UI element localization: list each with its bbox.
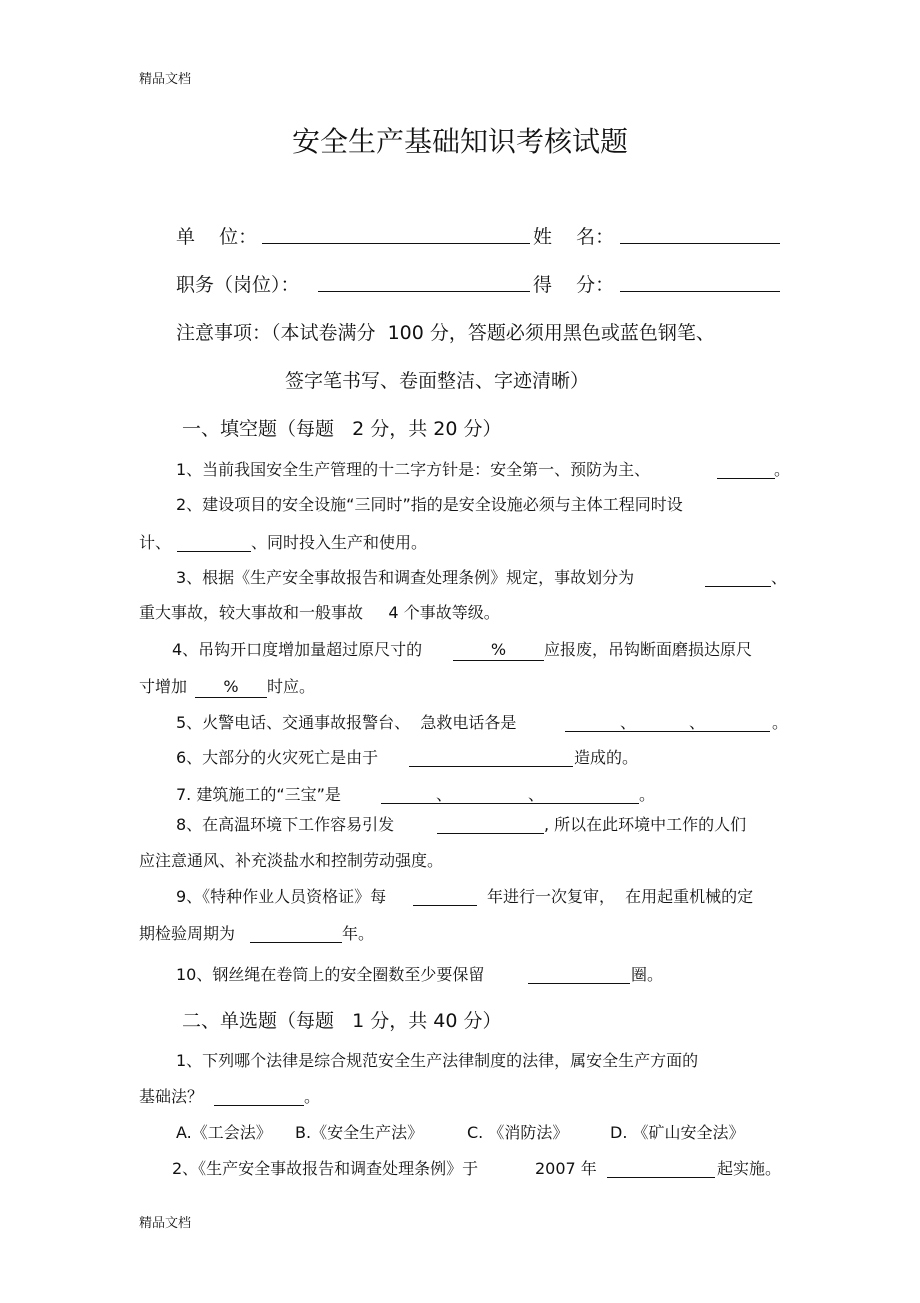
s1-q4-blank-1[interactable]: % xyxy=(453,640,544,661)
notice-line-2: 签字笔书写、卷面整洁、字迹清晰） xyxy=(285,370,590,392)
s1-q10-pre: 10、钢丝绳在卷筒上的安全圈数至少要保留 xyxy=(176,965,485,984)
s1-q8-post: , 所以在此环境中工作的人们 xyxy=(544,815,747,834)
s1-q2-line1: 2、建设项目的安全设施“三同时”指的是安全设施必须与主体工程同时设 xyxy=(176,495,683,514)
page-header-label: 精品文档 xyxy=(139,72,192,87)
s2-q2-post: 起实施。 xyxy=(717,1159,782,1178)
s1-q5-end: 。 xyxy=(772,713,789,732)
score-field[interactable] xyxy=(620,291,780,292)
s1-q8-blank[interactable] xyxy=(437,833,544,834)
unit-label: 单 位： xyxy=(176,226,258,248)
s1-q3-blank[interactable] xyxy=(705,586,771,587)
s1-q4-blank-2[interactable]: % xyxy=(195,677,267,698)
s1-q4-line1-pre: 4、吊钩开口度增加量超过原尺寸的 xyxy=(172,640,423,659)
s1-q9-mid: 年进行一次复审， 在用起重机械的定 xyxy=(487,887,754,906)
s1-q7-sep-2: 、 xyxy=(528,785,545,804)
s1-q7-pre: 7. 建筑施工的“三宝”是 xyxy=(176,785,341,804)
s1-q5-sep-1: 、 xyxy=(620,713,637,732)
s1-q5-sep-2: 、 xyxy=(689,713,706,732)
s1-q1-end: 。 xyxy=(774,460,791,479)
s1-q3-line1: 3、根据《生产安全事故报告和调查处理条例》规定，事故划分为 xyxy=(176,568,635,587)
s2-q1-line2-pre: 基础法？ xyxy=(139,1087,204,1106)
s2-q1-blank[interactable] xyxy=(214,1105,304,1106)
s1-q9-blank-2[interactable] xyxy=(250,942,342,943)
s1-q9-line2-post: 年。 xyxy=(342,924,375,943)
s1-q7-end: 。 xyxy=(639,785,656,804)
s1-q9-line2-pre: 期检验周期为 xyxy=(139,924,236,943)
s2-q1-option-c[interactable]: C. 《消防法》 xyxy=(467,1123,569,1142)
s1-q10-blank[interactable] xyxy=(528,983,630,984)
s1-q4-line2-pre: 寸增加 xyxy=(139,677,188,696)
s1-q6-blank[interactable] xyxy=(409,766,573,767)
unit-field[interactable] xyxy=(262,243,530,244)
name-label: 姓 名： xyxy=(533,226,615,248)
s2-q2-year: 2007 年 xyxy=(535,1159,597,1178)
s1-q2-line2-pre: 计、 xyxy=(139,533,172,552)
s1-q2-line2-post: 、同时投入生产和使用。 xyxy=(251,533,428,552)
s1-q7-blanks[interactable] xyxy=(381,803,639,804)
notice-line-1: 注意事项：（本试卷满分 100 分，答题必须用黑色或蓝色钢笔、 xyxy=(176,322,715,344)
section-2-heading: 二、单选题（每题 1 分，共 40 分） xyxy=(182,1010,502,1032)
post-field[interactable] xyxy=(318,291,530,292)
s1-q5-blanks[interactable] xyxy=(565,731,770,732)
s1-q3-line2: 重大事故，较大事故和一般事故 4 个事故等级。 xyxy=(139,603,500,622)
s2-q1-option-d[interactable]: D. 《矿山安全法》 xyxy=(610,1123,745,1142)
s1-q1-text: 1、当前我国安全生产管理的十二字方针是：安全第一、预防为主、 xyxy=(176,460,651,479)
name-field[interactable] xyxy=(620,243,780,244)
score-label: 得 分： xyxy=(533,274,615,296)
s2-q2-pre: 2、《生产安全事故报告和调查处理条例》于 xyxy=(172,1159,479,1178)
page-footer-label: 精品文档 xyxy=(139,1216,192,1231)
s1-q1-blank[interactable] xyxy=(717,478,775,479)
s1-q10-post: 圈。 xyxy=(631,965,664,984)
post-label: 职务（岗位）： xyxy=(176,274,300,296)
s1-q6-pre: 6、大部分的火灾死亡是由于 xyxy=(176,748,379,767)
section-1-heading: 一、填空题（每题 2 分，共 20 分） xyxy=(182,418,502,440)
s1-q7-sep-1: 、 xyxy=(436,785,453,804)
s2-q1-line2-post: 。 xyxy=(304,1087,321,1106)
s1-q8-pre: 8、在高温环境下工作容易引发 xyxy=(176,815,395,834)
s1-q8-line2: 应注意通风、补充淡盐水和控制劳动强度。 xyxy=(139,851,444,870)
s1-q5-text: 5、火警电话、交通事故报警台、 急救电话各是 xyxy=(176,713,517,732)
page-title: 安全生产基础知识考核试题 xyxy=(291,125,628,158)
s1-q9-blank-1[interactable] xyxy=(413,905,477,906)
s1-q3-line1-end: 、 xyxy=(771,568,788,587)
s2-q1-option-a[interactable]: A.《工会法》 xyxy=(176,1123,272,1142)
s2-q2-blank[interactable] xyxy=(607,1177,715,1178)
s1-q2-blank[interactable] xyxy=(177,551,251,552)
s2-q1-option-b[interactable]: B.《安全生产法》 xyxy=(295,1123,424,1142)
s1-q9-pre: 9、《特种作业人员资格证》每 xyxy=(176,887,387,906)
s1-q4-line2-post: 时应。 xyxy=(267,677,316,696)
s1-q4-line1-post: 应报废，吊钩断面磨损达原尺 xyxy=(544,640,753,659)
s2-q1-line1: 1、下列哪个法律是综合规范安全生产法律制度的法律，属安全生产方面的 xyxy=(176,1051,699,1070)
s1-q6-post: 造成的。 xyxy=(574,748,639,767)
